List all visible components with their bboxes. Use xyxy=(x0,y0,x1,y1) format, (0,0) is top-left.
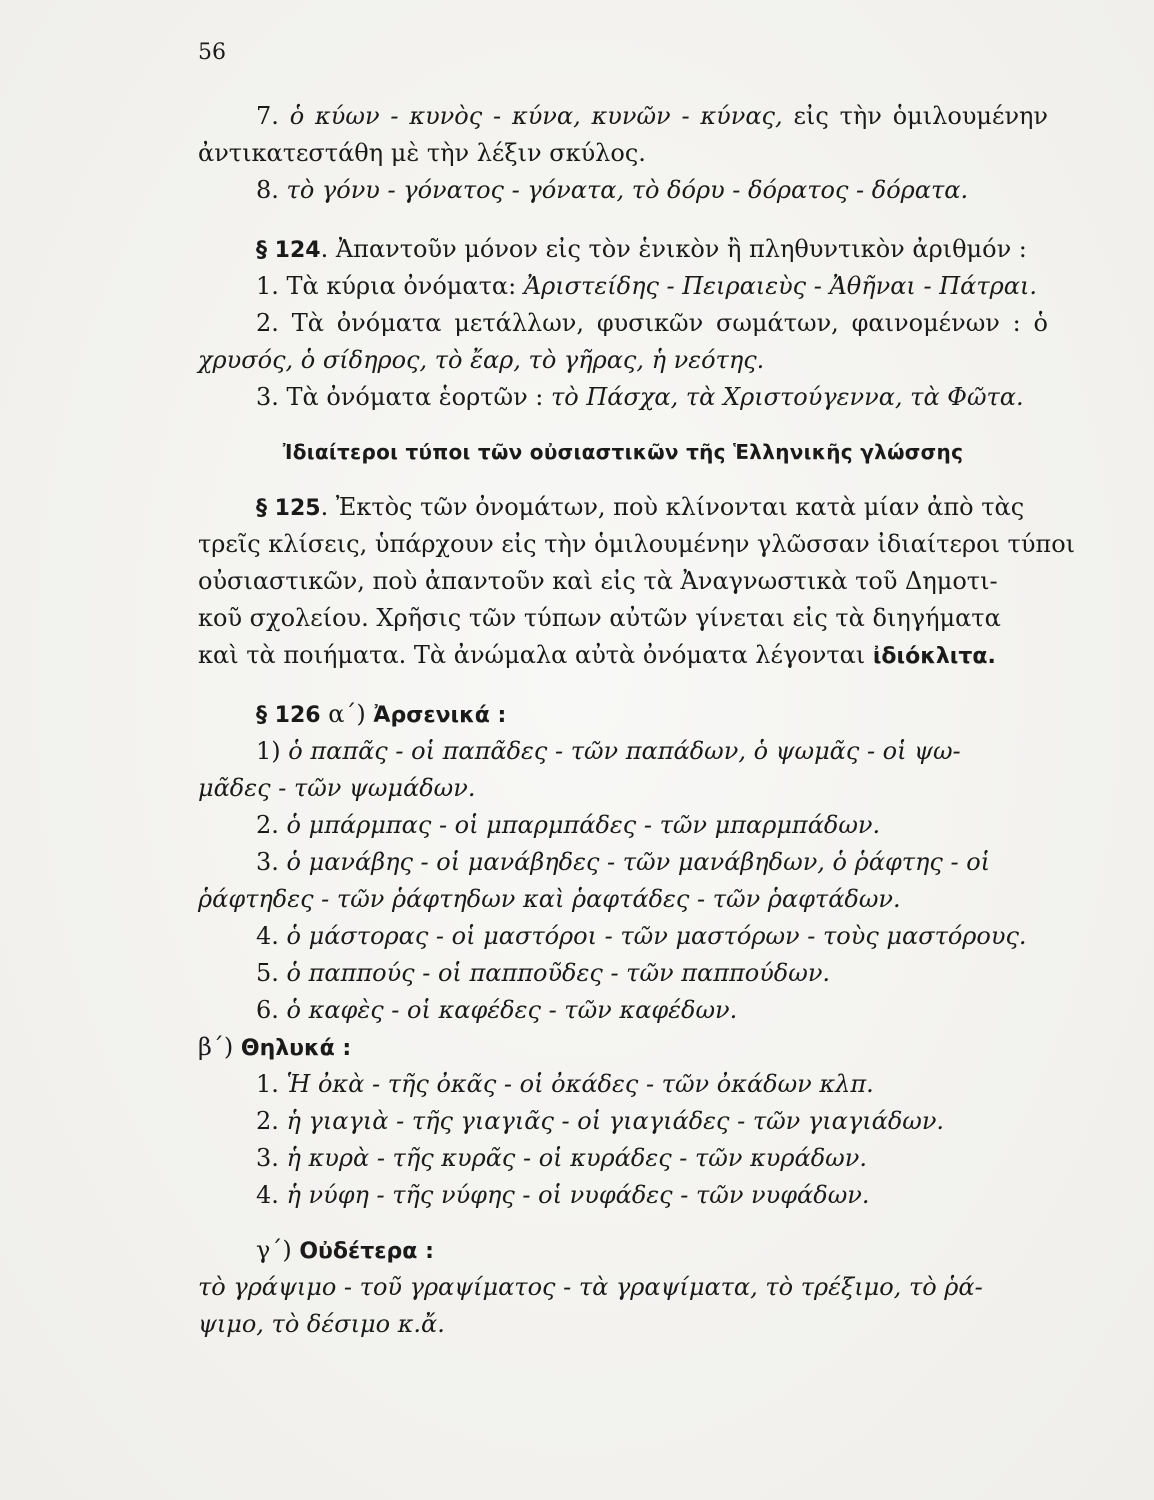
section-125-line-4: κοῦ σχολείου. Χρῆσις τῶν τύπων αὐτῶν γίνεται εἰς τὰ διηγήματα xyxy=(198,604,1001,632)
fem-item-4: 4. ἡ νύφη - τῆς νύφης - οἱ νυφάδες - τῶν νυφάδων. xyxy=(256,1181,870,1209)
neuter-line-2: ψιμο, τὸ δέσιμο κ.ἄ. xyxy=(198,1310,445,1338)
masc-item-2: 2. ὁ μπάρμπας - οἱ μπαρμπάδες - τῶν μπαρμπάδων. xyxy=(256,811,881,839)
section-126-title: § 126 α΄) Ἀρσενικά : xyxy=(256,700,507,728)
section-124-title: § 124. Ἀπαντοῦν μόνον εἰς τὸν ἑνικὸν ἢ πληθυντικὸν ἀριθμόν : xyxy=(256,235,1027,263)
item-7-line-1: 7. ὁ κύων - κυνὸς - κύνα, κυνῶν - κύνας, εἰς τὴν ὁμιλουμένην xyxy=(256,102,1049,130)
masc-item-3-cont: ῥάφτηδες - τῶν ῥάφτηδων καὶ ῥαφτάδες - τῶν ῥαφτάδων. xyxy=(198,885,901,913)
section-124-item-2-cont: χρυσός, ὁ σίδηρος, τὸ ἔαρ, τὸ γῆρας, ἡ νεότης. xyxy=(198,346,765,374)
neuter-title: γ΄) Οὐδέτερα : xyxy=(256,1236,434,1264)
section-124-item-1: 1. Τὰ κύρια ὀνόματα: Ἀριστείδης - Πειραιεὺς - Ἀθῆναι - Πάτραι. xyxy=(256,272,1037,300)
neuter-line-1: τὸ γράψιμο - τοῦ γραψίματος - τὰ γραψίματα, τὸ τρέξιμο, τὸ ῥά- xyxy=(198,1273,983,1301)
section-125-line-3: οὐσιαστικῶν, ποὺ ἀπαντοῦν καὶ εἰς τὰ Ἀναγνωστικὰ τοῦ Δημοτι- xyxy=(198,567,998,595)
feminine-title: β΄) Θηλυκά : xyxy=(198,1033,352,1061)
section-124-item-3: 3. Τὰ ὀνόματα ἑορτῶν : τὸ Πάσχα, τὰ Χριστούγεννα, τὰ Φῶτα. xyxy=(256,383,1024,411)
masc-item-5: 5. ὁ παππούς - οἱ παπποῦδες - τῶν παππούδων. xyxy=(256,959,831,987)
fem-item-2: 2. ἡ γιαγιὰ - τῆς γιαγιᾶς - οἱ γιαγιάδες - τῶν γιαγιάδων. xyxy=(256,1107,945,1135)
section-125-line-2: τρεῖς κλίσεις, ὑπάρχουν εἰς τὴν ὁμιλουμένην γλῶσσαν ἰδιαίτεροι τύποι xyxy=(198,530,1076,558)
page-number: 56 xyxy=(198,40,226,65)
masc-item-6: 6. ὁ καφὲς - οἱ καφέδες - τῶν καφέδων. xyxy=(256,996,738,1024)
section-125-line-1: § 125. Ἐκτὸς τῶν ὀνομάτων, ποὺ κλίνονται κατὰ μίαν ἀπὸ τὰς xyxy=(256,493,1025,521)
page-body xyxy=(198,98,1076,1343)
item-7-line-2: ἀντικατεστάθη μὲ τὴν λέξιν σκύλος. xyxy=(198,139,646,167)
masc-item-1: 1) ὁ παπᾶς - οἱ παπᾶδες - τῶν παπάδων, ὁ ψωμᾶς - οἱ ψω- xyxy=(256,737,961,765)
fem-item-1: 1. Ἡ ὀκὰ - τῆς ὀκᾶς - οἱ ὀκάδες - τῶν ὀκάδων κλπ. xyxy=(256,1070,874,1098)
masc-item-3: 3. ὁ μανάβης - οἱ μανάβηδες - τῶν μανάβηδων, ὁ ῥάφτης - οἱ xyxy=(256,848,991,876)
masc-item-4: 4. ὁ μάστορας - οἱ μαστόροι - τῶν μαστόρων - τοὺς μαστόρους. xyxy=(256,922,1027,950)
section-125-line-5: καὶ τὰ ποιήματα. Τὰ ἀνώμαλα αὐτὰ ὀνόματα λέγονται ἰδιόκλιτα. xyxy=(198,641,996,669)
section-heading: Ἰδιαίτεροι τύποι τῶν οὐσιαστικῶν τῆς Ἑλληνικῆς γλώσσης xyxy=(282,440,964,464)
fem-item-3: 3. ἡ κυρὰ - τῆς κυρᾶς - οἱ κυράδες - τῶν κυράδων. xyxy=(256,1144,867,1172)
section-124-item-2: 2. Τὰ ὀνόματα μετάλλων, φυσικῶν σωμάτων, φαινομένων : ὁ xyxy=(256,309,1048,337)
masc-item-1-cont: μᾶδες - τῶν ψωμάδων. xyxy=(198,774,476,802)
item-8: 8. τὸ γόνυ - γόνατος - γόνατα, τὸ δόρυ - δόρατος - δόρατα. xyxy=(256,176,969,204)
